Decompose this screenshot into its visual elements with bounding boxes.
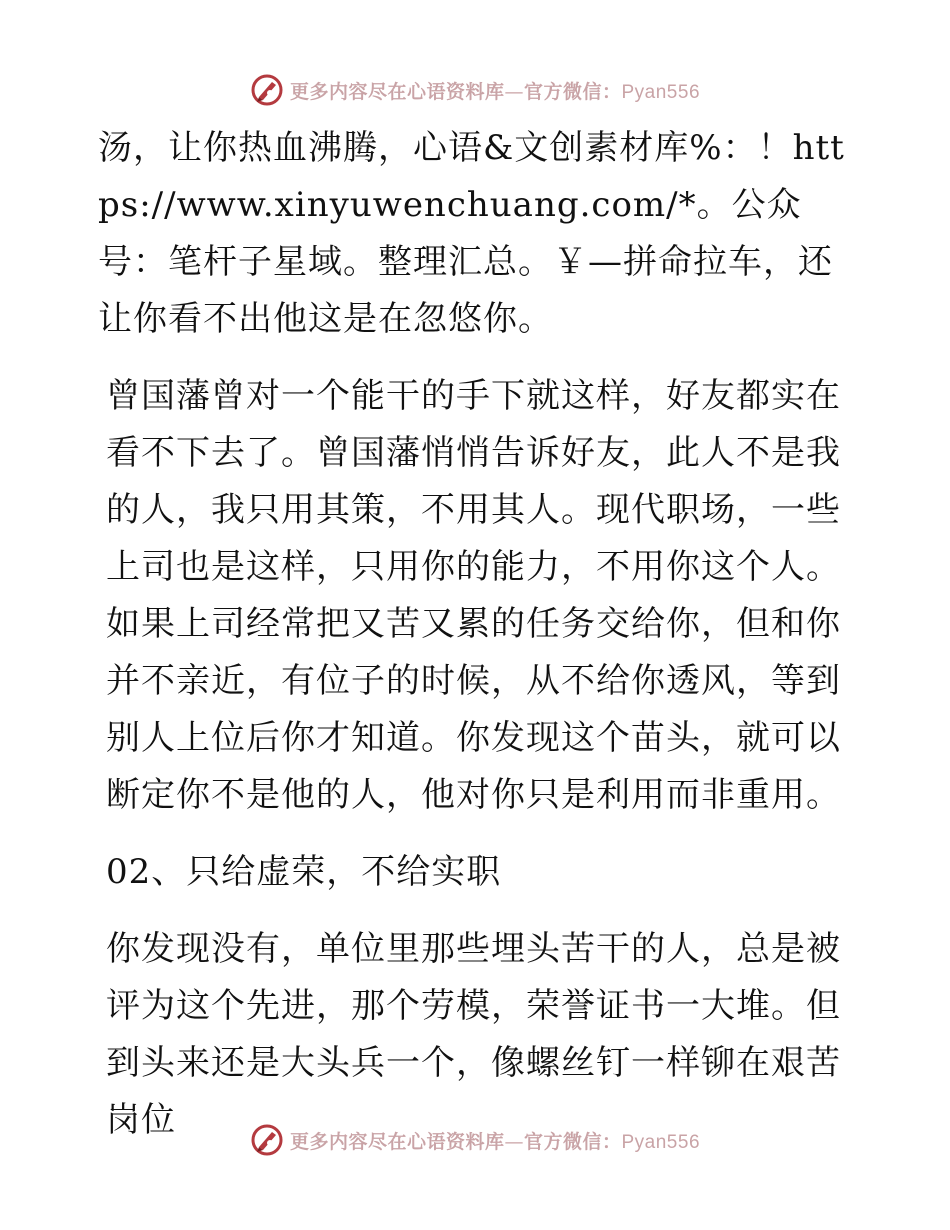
header-banner-separator: —	[504, 80, 524, 103]
header-banner-wechat-id: Pyan556	[621, 81, 701, 103]
footer-banner-text	[290, 1127, 700, 1154]
header-banner-text	[290, 77, 700, 104]
paragraph-1: 汤，让你热血沸腾，心语&文创素材库%：！https://www.xinyuwenchuang.com/*。公众号：笔杆子星域。整理汇总。￥—拼命拉车，还让你看不出他这是在忽悠你。	[98, 128, 845, 339]
footer-banner	[0, 1120, 950, 1160]
paragraph-3: 你发现没有，单位里那些埋头苦干的人，总是被评为这个先进，那个劳模，荣誉证书一大堆。但到头来还是大头兵一个，像螺丝钉一样铆在艰苦岗位	[106, 929, 841, 1140]
footer-banner-official: 官方微信：	[523, 1130, 622, 1153]
header-banner-official: 官方微信：	[523, 80, 622, 103]
footer-banner-wechat-id: Pyan556	[621, 1131, 701, 1153]
header-banner	[0, 70, 950, 110]
paragraph-2: 曾国藩曾对一个能干的手下就这样，好友都实在看不下去了。曾国藩悄悄告诉好友，此人不是我的人，我只用其策，不用其人。现代职场，一些上司也是这样，只用你的能力，不用你这个人。如果上司经常把又苦又累的任务交给你，但和你并不亲近，有位子的时候，从不给你透风，等到别人上位后你才知道。你发现这个苗头，就可以断定你不是他的人，他对你只是利用而非重用。	[106, 376, 841, 815]
pen-logo-icon	[250, 1123, 284, 1157]
document-body	[98, 120, 858, 1149]
header-banner-inner	[250, 73, 700, 107]
footer-banner-separator: —	[504, 1130, 524, 1153]
header-banner-main: 更多内容尽在心语资料库	[289, 80, 505, 103]
pen-logo-icon	[250, 73, 284, 107]
footer-banner-main: 更多内容尽在心语资料库	[289, 1130, 505, 1153]
footer-banner-inner	[250, 1123, 700, 1157]
section-heading: 02、只给虚荣，不给实职	[106, 852, 502, 892]
